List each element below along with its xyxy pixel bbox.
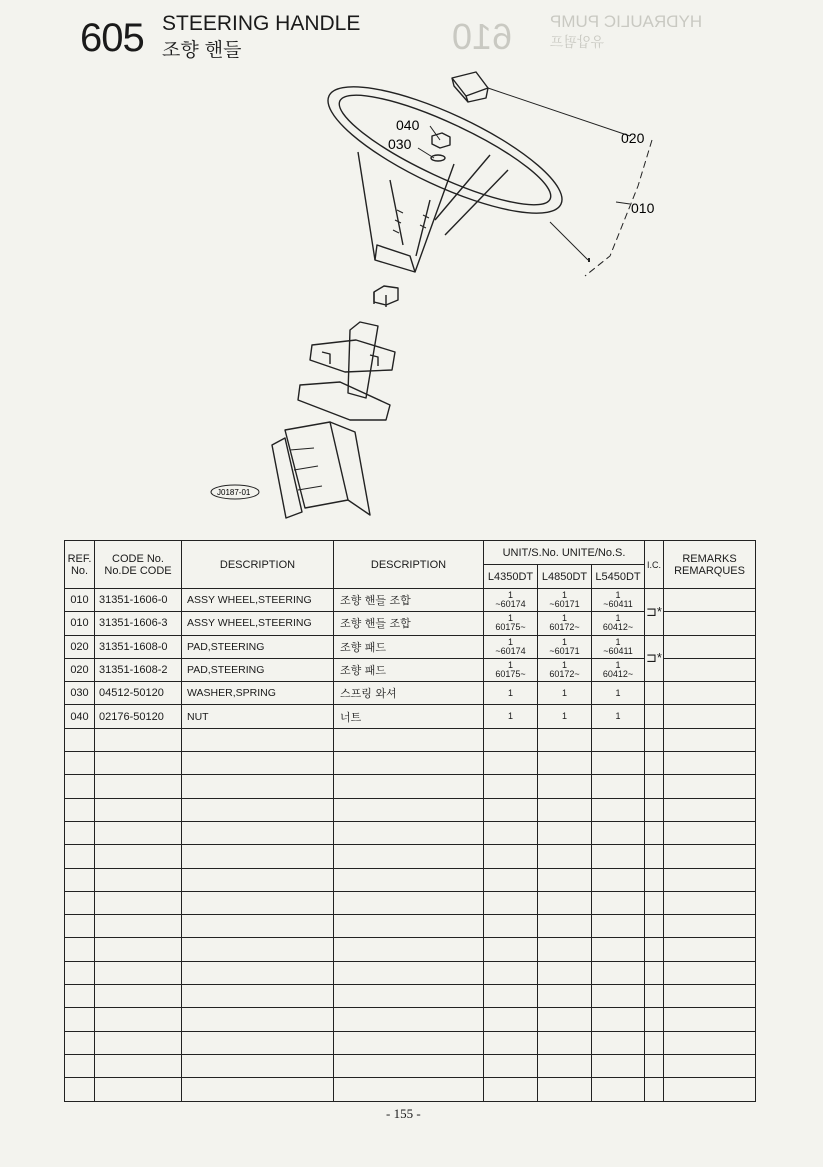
- cell-description: PAD,STEERING: [182, 658, 334, 681]
- empty-cell: [538, 821, 592, 844]
- empty-cell: [484, 1031, 538, 1054]
- empty-cell: [95, 1031, 182, 1054]
- empty-cell: [65, 1054, 95, 1077]
- table-row-empty: [65, 728, 756, 751]
- cell-quantity: [484, 682, 538, 705]
- cell-description: PAD,STEERING: [182, 635, 334, 658]
- empty-cell: [645, 1078, 664, 1101]
- serial-range: 60172~: [549, 669, 580, 680]
- header-description-en: DESCRIPTION: [182, 541, 334, 589]
- empty-cell: [664, 1031, 756, 1054]
- serial-range: 60172~: [549, 622, 580, 633]
- empty-cell: [592, 845, 645, 868]
- empty-cell: [538, 752, 592, 775]
- empty-cell: [645, 985, 664, 1008]
- callout-020: 020: [621, 130, 645, 146]
- serial-range: ~60174: [495, 599, 526, 610]
- cell-description-korean: 조향 핸들 조합: [334, 589, 484, 612]
- quantity-value: 1: [615, 711, 621, 722]
- cell-description-korean: 조향 패드: [334, 658, 484, 681]
- drawing-code: J0187-01: [217, 488, 251, 497]
- cell-quantity: [538, 705, 592, 728]
- cell-description: NUT: [182, 705, 334, 728]
- empty-cell: [65, 985, 95, 1008]
- empty-cell: [182, 1078, 334, 1101]
- header-model: L5450DT: [592, 565, 645, 589]
- empty-cell: [95, 938, 182, 961]
- empty-cell: [664, 775, 756, 798]
- table-row: [65, 635, 756, 658]
- cell-quantity: [592, 682, 645, 705]
- empty-cell: [65, 1078, 95, 1101]
- empty-cell: [538, 1031, 592, 1054]
- empty-cell: [182, 775, 334, 798]
- table-row-empty: [65, 798, 756, 821]
- exploded-parts-diagram: [190, 60, 690, 520]
- empty-cell: [95, 985, 182, 1008]
- empty-cell: [65, 798, 95, 821]
- cell-description-korean: 조향 패드: [334, 635, 484, 658]
- empty-cell: [645, 728, 664, 751]
- empty-cell: [65, 915, 95, 938]
- quantity-value: 1: [615, 590, 621, 601]
- empty-cell: [334, 845, 484, 868]
- empty-cell: [664, 938, 756, 961]
- section-title-korean: 조향 핸들: [162, 39, 242, 61]
- empty-cell: [95, 845, 182, 868]
- empty-cell: [538, 961, 592, 984]
- table-row-empty: [65, 775, 756, 798]
- cell-code: 02176-50120: [95, 705, 182, 728]
- table-row: [65, 705, 756, 728]
- empty-cell: [484, 1054, 538, 1077]
- empty-cell: [538, 938, 592, 961]
- empty-cell: [182, 798, 334, 821]
- table-row-empty: [65, 1078, 756, 1101]
- empty-cell: [484, 938, 538, 961]
- empty-cell: [334, 728, 484, 751]
- page-number: - 155 -: [386, 1106, 421, 1121]
- cell-remarks: [664, 705, 756, 728]
- empty-cell: [645, 915, 664, 938]
- empty-cell: [645, 798, 664, 821]
- quantity-value: 1: [507, 590, 513, 601]
- cell-ref: 010: [65, 589, 95, 612]
- section-title: STEERING HANDLE: [162, 12, 361, 35]
- cell-code: 04512-50120: [95, 682, 182, 705]
- empty-cell: [664, 821, 756, 844]
- empty-cell: [664, 798, 756, 821]
- empty-cell: [592, 775, 645, 798]
- cell-quantity: [484, 635, 538, 658]
- empty-cell: [645, 1008, 664, 1031]
- cell-description: ASSY WHEEL,STEERING: [182, 589, 334, 612]
- empty-cell: [182, 1054, 334, 1077]
- header-ic: I.C.: [645, 541, 664, 589]
- callout-010: 010: [631, 200, 655, 216]
- empty-cell: [592, 985, 645, 1008]
- empty-cell: [538, 798, 592, 821]
- empty-cell: [645, 868, 664, 891]
- empty-cell: [182, 752, 334, 775]
- empty-cell: [65, 821, 95, 844]
- empty-cell: [484, 845, 538, 868]
- empty-cell: [538, 1054, 592, 1077]
- empty-cell: [182, 891, 334, 914]
- table-row-empty: [65, 845, 756, 868]
- empty-cell: [334, 798, 484, 821]
- section-number: 605: [80, 16, 144, 60]
- cell-quantity: [538, 635, 592, 658]
- empty-cell: [334, 868, 484, 891]
- bleed-through-title: HYDRAULIC PUMP: [550, 12, 703, 31]
- empty-cell: [484, 752, 538, 775]
- cell-quantity: [538, 589, 592, 612]
- empty-cell: [65, 1008, 95, 1031]
- empty-cell: [592, 961, 645, 984]
- serial-range: ~60171: [549, 645, 580, 656]
- cell-ref: 040: [65, 705, 95, 728]
- empty-cell: [182, 985, 334, 1008]
- empty-cell: [664, 961, 756, 984]
- cell-quantity: [592, 612, 645, 635]
- empty-cell: [592, 938, 645, 961]
- empty-cell: [484, 961, 538, 984]
- cell-quantity: [592, 658, 645, 681]
- empty-cell: [592, 728, 645, 751]
- table-row-empty: [65, 1054, 756, 1077]
- quantity-value: 1: [561, 687, 567, 698]
- empty-cell: [334, 915, 484, 938]
- empty-cell: [334, 985, 484, 1008]
- empty-cell: [592, 1031, 645, 1054]
- cell-quantity: [538, 612, 592, 635]
- cell-description-korean: 너트: [334, 705, 484, 728]
- cell-ic: [645, 705, 664, 728]
- empty-cell: [645, 938, 664, 961]
- empty-cell: [95, 1054, 182, 1077]
- quantity-value: 1: [507, 636, 513, 647]
- steering-wheel: [314, 63, 576, 272]
- empty-cell: [65, 961, 95, 984]
- empty-cell: [484, 798, 538, 821]
- cell-quantity: [484, 612, 538, 635]
- empty-cell: [484, 868, 538, 891]
- empty-cell: [334, 752, 484, 775]
- cell-code: 31351-1608-0: [95, 635, 182, 658]
- cell-quantity: [484, 658, 538, 681]
- table-row-empty: [65, 915, 756, 938]
- empty-cell: [95, 961, 182, 984]
- empty-cell: [334, 1031, 484, 1054]
- callout-040: 040: [396, 117, 420, 133]
- empty-cell: [65, 891, 95, 914]
- empty-cell: [592, 1008, 645, 1031]
- cell-ic: [645, 682, 664, 705]
- quantity-value: 1: [561, 613, 567, 624]
- empty-cell: [592, 915, 645, 938]
- empty-cell: [484, 891, 538, 914]
- empty-cell: [538, 1008, 592, 1031]
- serial-range: ~60411: [603, 599, 633, 610]
- serial-range: 60412~: [602, 622, 634, 633]
- table-row-empty: [65, 891, 756, 914]
- empty-cell: [334, 1078, 484, 1101]
- empty-cell: [664, 752, 756, 775]
- bleed-through-section-number: 610: [452, 16, 513, 57]
- empty-cell: [664, 1008, 756, 1031]
- empty-cell: [65, 728, 95, 751]
- empty-cell: [334, 938, 484, 961]
- quantity-value: 1: [615, 687, 621, 698]
- empty-cell: [484, 728, 538, 751]
- empty-cell: [95, 821, 182, 844]
- empty-cell: [182, 938, 334, 961]
- serial-range: 60175~: [495, 669, 526, 680]
- quantity-value: 1: [615, 660, 621, 671]
- empty-cell: [645, 1054, 664, 1077]
- table-row-empty: [65, 752, 756, 775]
- empty-cell: [95, 1008, 182, 1031]
- header-model: L4350DT: [484, 565, 538, 589]
- cell-code: 31351-1608-2: [95, 658, 182, 681]
- empty-cell: [538, 868, 592, 891]
- empty-cell: [645, 1031, 664, 1054]
- quantity-value: 1: [507, 711, 513, 722]
- cell-quantity: [484, 705, 538, 728]
- empty-cell: [95, 915, 182, 938]
- quantity-value: 1: [615, 613, 621, 624]
- table-row-empty: [65, 1008, 756, 1031]
- cell-description: ASSY WHEEL,STEERING: [182, 612, 334, 635]
- cell-remarks: [664, 682, 756, 705]
- empty-cell: [95, 775, 182, 798]
- cell-code: 31351-1606-0: [95, 589, 182, 612]
- empty-cell: [538, 775, 592, 798]
- table-row-empty: [65, 938, 756, 961]
- empty-cell: [538, 728, 592, 751]
- empty-cell: [484, 985, 538, 1008]
- empty-cell: [664, 915, 756, 938]
- cell-remarks: [664, 612, 756, 635]
- empty-cell: [65, 938, 95, 961]
- empty-cell: [334, 1054, 484, 1077]
- empty-cell: [664, 728, 756, 751]
- empty-cell: [65, 752, 95, 775]
- table-row-empty: [65, 1031, 756, 1054]
- leader-lines: [418, 88, 652, 276]
- cell-quantity: [538, 682, 592, 705]
- empty-cell: [664, 845, 756, 868]
- empty-cell: [95, 752, 182, 775]
- empty-cell: [334, 891, 484, 914]
- empty-cell: [645, 891, 664, 914]
- table-row: [65, 682, 756, 705]
- steering-column: [272, 322, 395, 518]
- quantity-value: 1: [507, 687, 513, 698]
- table-row: [65, 589, 756, 612]
- quantity-value: 1: [561, 636, 567, 647]
- empty-cell: [95, 891, 182, 914]
- empty-cell: [592, 1054, 645, 1077]
- empty-cell: [664, 985, 756, 1008]
- table-row-empty: [65, 868, 756, 891]
- empty-cell: [334, 775, 484, 798]
- empty-cell: [664, 1054, 756, 1077]
- empty-cell: [592, 821, 645, 844]
- serial-range: ~60174: [495, 645, 526, 656]
- empty-cell: [182, 1008, 334, 1031]
- empty-cell: [182, 821, 334, 844]
- quantity-value: 1: [561, 660, 567, 671]
- cell-ref: 020: [65, 635, 95, 658]
- empty-cell: [664, 868, 756, 891]
- empty-cell: [592, 891, 645, 914]
- header-model: L4850DT: [538, 565, 592, 589]
- cell-ref: 020: [65, 658, 95, 681]
- empty-cell: [645, 845, 664, 868]
- nut-and-washer: [431, 133, 450, 161]
- empty-cell: [182, 845, 334, 868]
- cell-ref: 030: [65, 682, 95, 705]
- empty-cell: [65, 868, 95, 891]
- quantity-value: 1: [615, 636, 621, 647]
- empty-cell: [484, 915, 538, 938]
- bleed-through-title-korean: 유압펌프: [550, 35, 605, 51]
- header-ref: REF. No.: [65, 541, 95, 589]
- quantity-value: 1: [507, 660, 513, 671]
- header-remarks: REMARKS REMARQUES: [664, 541, 756, 589]
- cell-ref: 010: [65, 612, 95, 635]
- cell-quantity: [592, 705, 645, 728]
- cell-description: WASHER,SPRING: [182, 682, 334, 705]
- empty-cell: [484, 775, 538, 798]
- header-code: CODE No. No.DE CODE: [95, 541, 182, 589]
- serial-range: 60412~: [602, 669, 634, 680]
- empty-cell: [95, 728, 182, 751]
- empty-cell: [664, 1078, 756, 1101]
- quantity-value: 1: [561, 711, 567, 722]
- cell-quantity: [592, 589, 645, 612]
- header-description-kr: DESCRIPTION: [334, 541, 484, 589]
- ic-interchange-mark: ⊐*: [645, 635, 664, 682]
- cell-description-korean: 조향 핸들 조합: [334, 612, 484, 635]
- empty-cell: [182, 728, 334, 751]
- empty-cell: [538, 845, 592, 868]
- empty-cell: [65, 845, 95, 868]
- serial-range: ~60411: [603, 645, 633, 656]
- steering-boss: [374, 286, 398, 307]
- quantity-value: 1: [561, 590, 567, 601]
- empty-cell: [182, 868, 334, 891]
- table-row-empty: [65, 985, 756, 1008]
- cell-remarks: [664, 589, 756, 612]
- parts-table: [64, 540, 756, 1102]
- empty-cell: [538, 1078, 592, 1101]
- empty-cell: [484, 1008, 538, 1031]
- empty-cell: [538, 915, 592, 938]
- empty-cell: [182, 961, 334, 984]
- empty-cell: [592, 1078, 645, 1101]
- empty-cell: [484, 821, 538, 844]
- empty-cell: [484, 1078, 538, 1101]
- empty-cell: [182, 1031, 334, 1054]
- header-unit: UNIT/S.No. UNITE/No.S.: [484, 541, 645, 565]
- empty-cell: [65, 1031, 95, 1054]
- empty-cell: [334, 1008, 484, 1031]
- cell-description-korean: 스프링 와셔: [334, 682, 484, 705]
- empty-cell: [645, 821, 664, 844]
- empty-cell: [538, 891, 592, 914]
- empty-cell: [95, 1078, 182, 1101]
- empty-cell: [65, 775, 95, 798]
- serial-range: ~60171: [549, 599, 580, 610]
- empty-cell: [334, 961, 484, 984]
- empty-cell: [182, 915, 334, 938]
- ic-interchange-mark: ⊐*: [645, 589, 664, 636]
- serial-range: 60175~: [495, 622, 526, 633]
- empty-cell: [664, 891, 756, 914]
- cell-remarks: [664, 635, 756, 658]
- empty-cell: [645, 775, 664, 798]
- empty-cell: [645, 752, 664, 775]
- empty-cell: [645, 961, 664, 984]
- table-row-empty: [65, 821, 756, 844]
- cell-quantity: [484, 589, 538, 612]
- empty-cell: [334, 821, 484, 844]
- empty-cell: [95, 798, 182, 821]
- cell-quantity: [538, 658, 592, 681]
- cell-remarks: [664, 658, 756, 681]
- cell-code: 31351-1606-3: [95, 612, 182, 635]
- steering-pad: [452, 72, 488, 102]
- table-row-empty: [65, 961, 756, 984]
- empty-cell: [592, 868, 645, 891]
- callout-030: 030: [388, 136, 412, 152]
- empty-cell: [592, 752, 645, 775]
- empty-cell: [95, 868, 182, 891]
- empty-cell: [538, 985, 592, 1008]
- empty-cell: [592, 798, 645, 821]
- cell-quantity: [592, 635, 645, 658]
- quantity-value: 1: [507, 613, 513, 624]
